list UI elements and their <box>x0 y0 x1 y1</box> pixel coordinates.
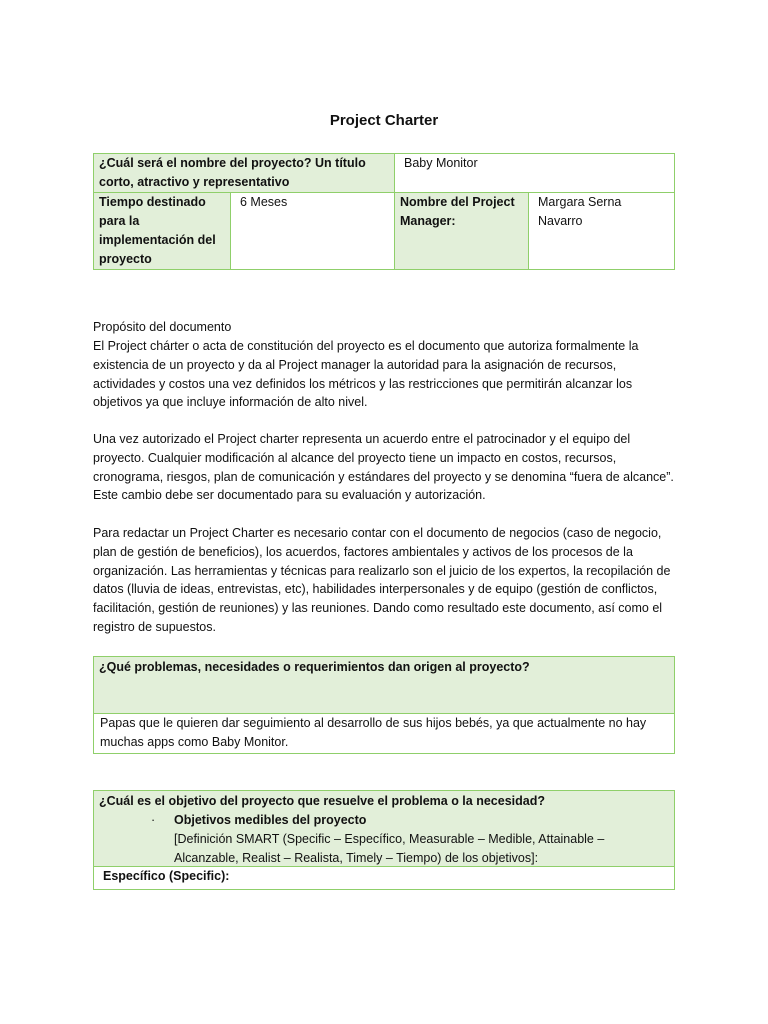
purpose-paragraph-2: Una vez autorizado el Project charter representa un acuerdo entre el patrocinador y el equipo del proyecto. Cualquier modificación al alcance del proyecto tiene un impacto en costos, recursos, cronograma, riesgos, plan de comunicación y estándares del proyecto y se denomina “fuera de alcance”. Este cambio debe ser documentado para su evaluación y autorización. <box>93 432 674 503</box>
objective-box <box>93 790 675 890</box>
objectives-subheading: Objetivos medibles del proyecto <box>174 813 367 827</box>
implementation-time-question: Tiempo destinado para la implementación del proyecto <box>94 193 231 270</box>
problems-question: ¿Qué problemas, necesidades o requerimientos dan origen al proyecto? <box>94 657 674 714</box>
objective-section <box>94 791 674 867</box>
implementation-time-value: 6 Meses <box>231 193 395 270</box>
problems-box <box>93 656 675 754</box>
table-row <box>94 193 675 270</box>
project-info-table <box>93 153 675 270</box>
objectives-list-item <box>99 811 669 830</box>
specific-label: Específico (Specific): <box>103 869 230 883</box>
project-manager-question: Nombre del Project Manager: <box>395 193 529 270</box>
objective-question: ¿Cuál es el objetivo del proyecto que resuelve el problema o la necesidad? <box>99 794 545 808</box>
bullet-icon: · <box>151 813 156 827</box>
page-title: Project Charter <box>329 112 439 129</box>
smart-definition: [Definición SMART (Specific – Específico, Measurable – Medible, Attainable – Alcanzable, Realist – Realista, Timely – Tiempo) de los objetivos]: <box>174 832 605 865</box>
project-name-value: Baby Monitor <box>395 154 675 193</box>
problems-answer: Papas que le quieren dar seguimiento al desarrollo de sus hijos bebés, ya que actualmente no hay muchas apps como Baby Monitor. <box>100 716 647 749</box>
table-row <box>94 154 675 193</box>
purpose-paragraph-1: El Project chárter o acta de constitución del proyecto es el documento que autoriza formalmente la existencia de un proyecto y da al Project manager la autoridad para la asignación de recursos, actividades y costos una vez definidos los métricos y las restricciones que permitirán alcanzar los objetivos ya que incluye información de alto nivel. <box>93 339 639 410</box>
purpose-paragraph-3: Para redactar un Project Charter es necesario contar con el documento de negocios (caso de negocio, plan de gestión de beneficios), los acuerdos, factores ambientales y activos de los procesos de la organización. Las herramientas y técnicas para realizarlo son el juicio de los expertos, la recopilación de datos (lluvia de ideas, entrevistas, etc), habilidades interpersonales y de equipo (gestión de conflictos, facilitación, gestión de reuniones) y las reuniones. Dando como resultado este documento, así como el registro de supuestos. <box>93 526 671 634</box>
project-manager-value: Margara Serna Navarro <box>529 193 675 270</box>
purpose-heading: Propósito del documento <box>93 320 232 334</box>
project-name-question: ¿Cuál será el nombre del proyecto? Un título corto, atractivo y representativo <box>94 154 395 193</box>
